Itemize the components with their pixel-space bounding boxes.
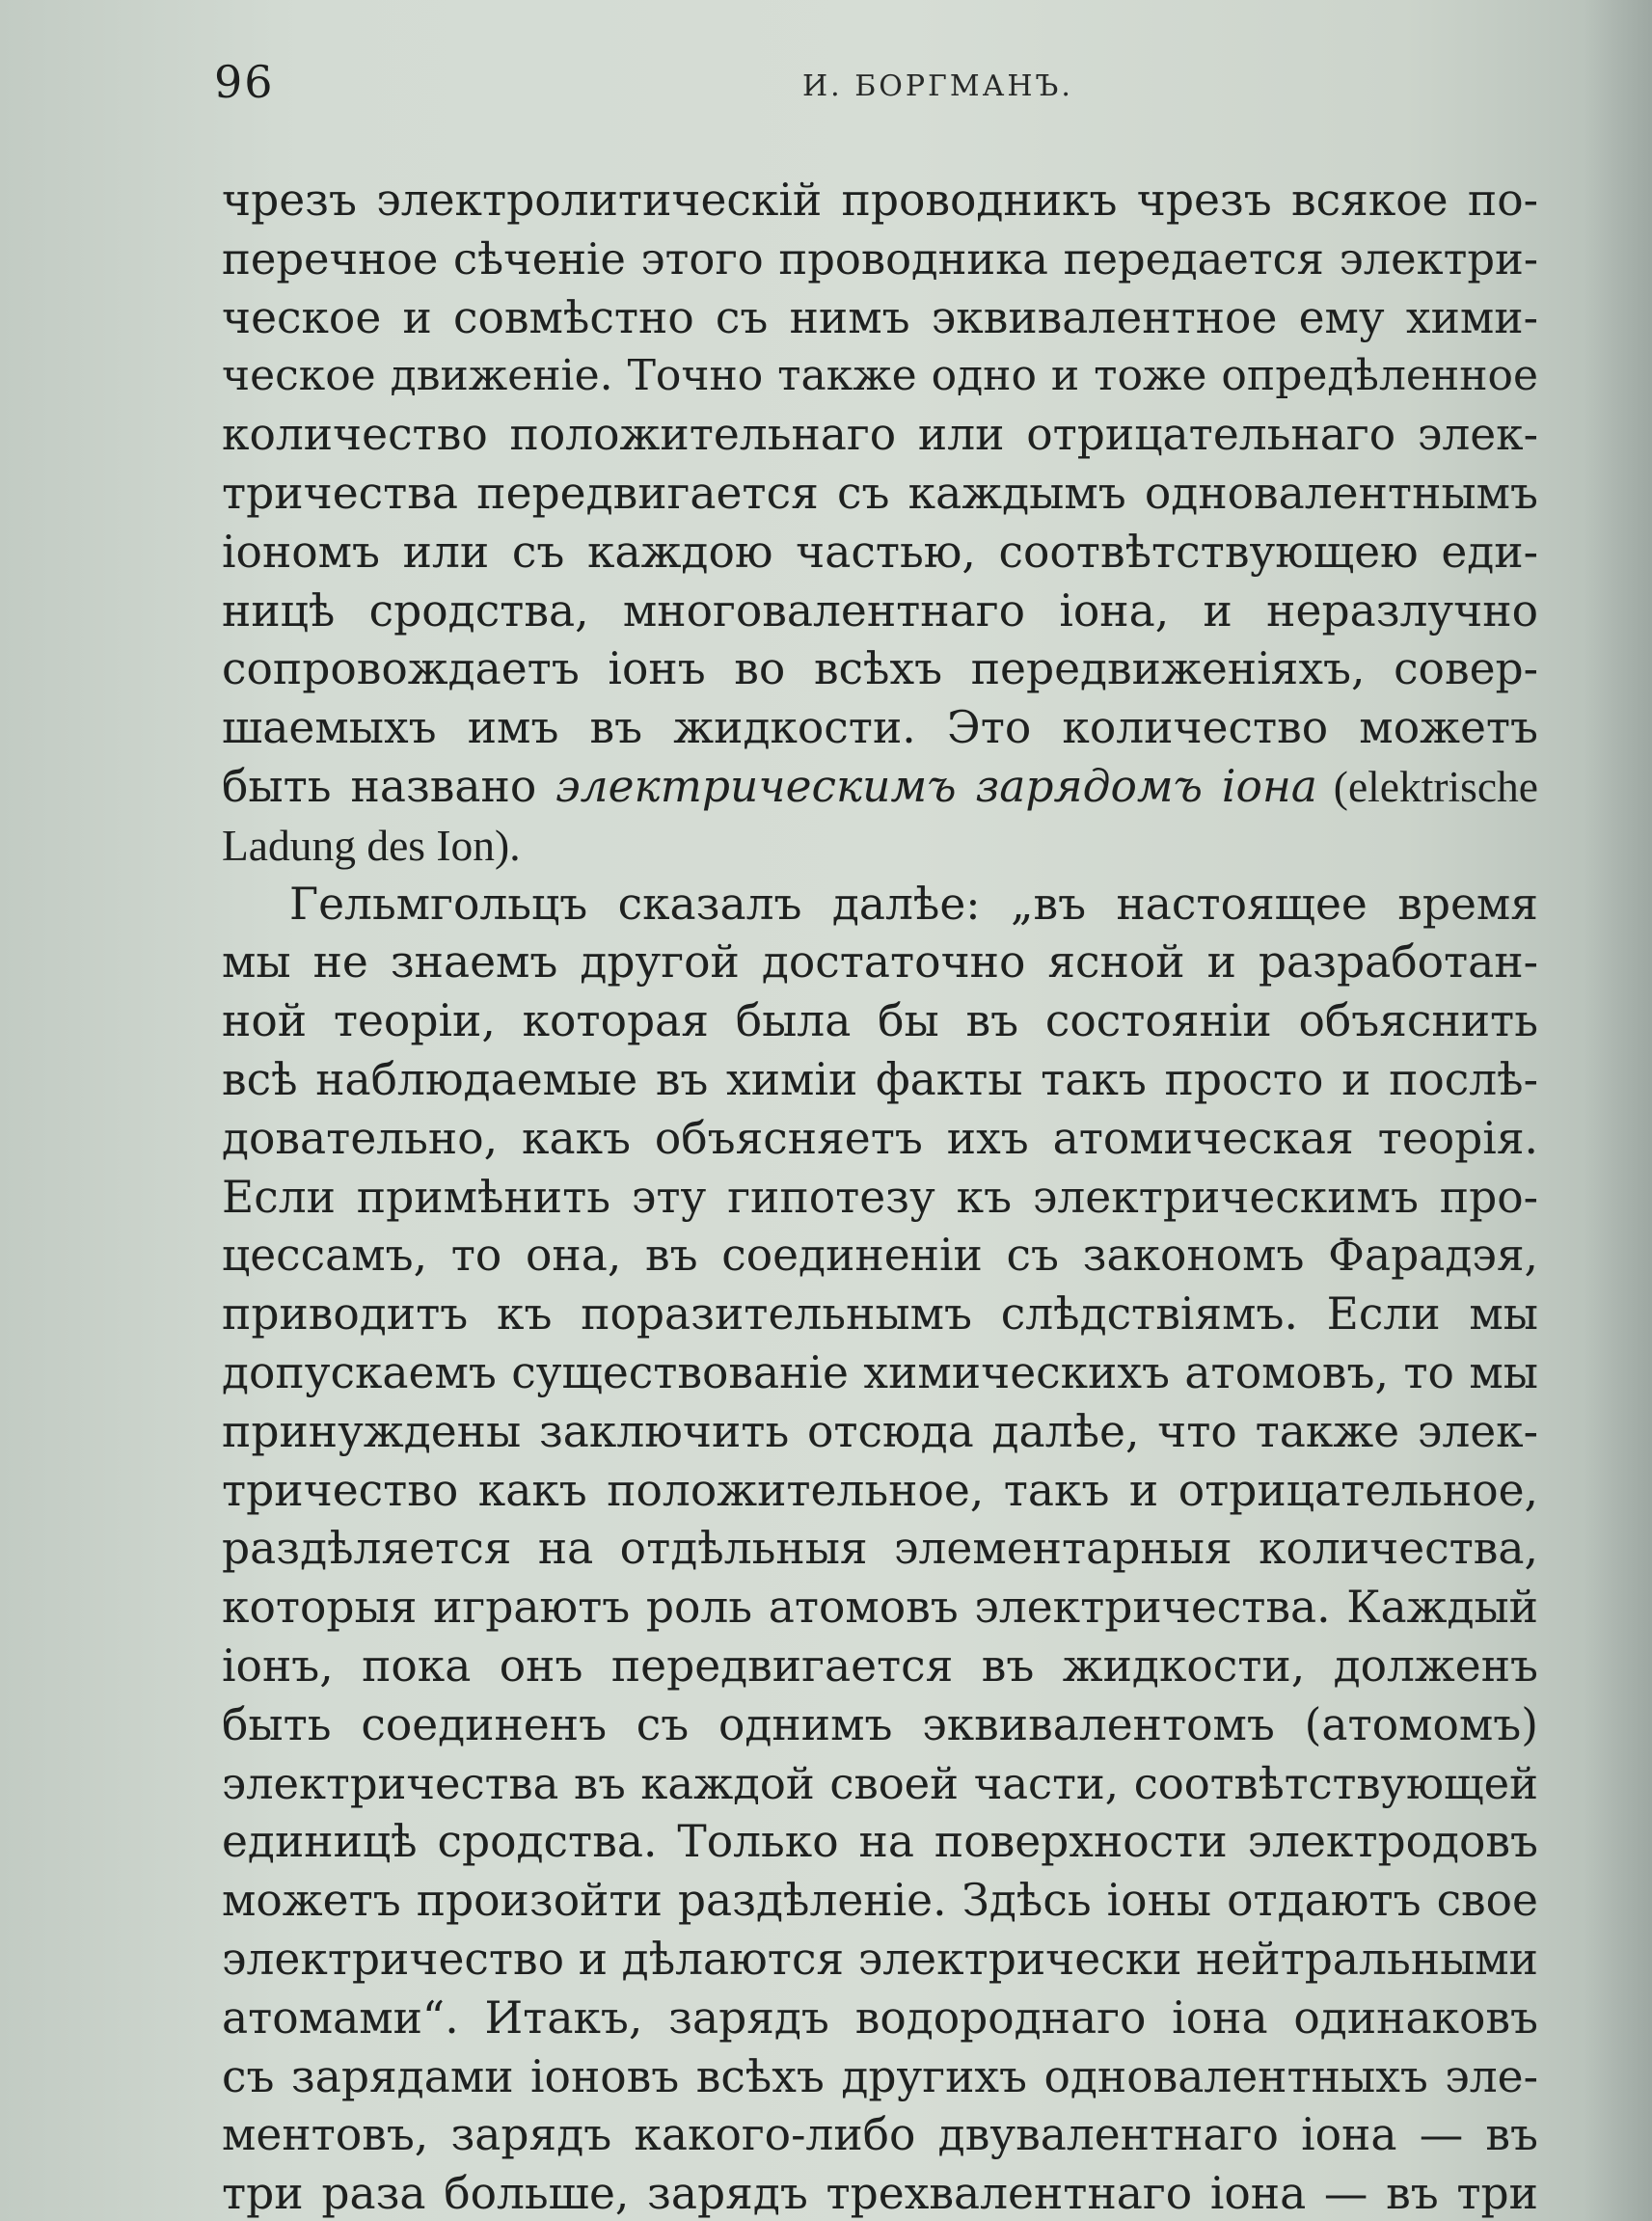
text-line: приводитъ къ поразительнымъ слѣдствіямъ. Если мы <box>222 1288 1538 1341</box>
text-line: іономъ или съ каждою частью, соотвѣтствующею еди- <box>222 526 1538 578</box>
text-line: всѣ наблюдаемые въ химіи факты такъ просто и послѣ- <box>222 1053 1538 1105</box>
text-line: которыя играютъ роль атомовъ электричества. Каждый <box>222 1582 1538 1634</box>
text-line: тричества передвигается съ каждымъ одновалентнымъ <box>222 467 1538 519</box>
text-line: ной теоріи, которая была бы въ состояніи объяснить <box>222 995 1538 1047</box>
text-line: электричество и дѣлаются электрически нейтральными <box>222 1933 1538 1985</box>
text-line: шаемыхъ имъ въ жидкости. Это количество можетъ <box>222 702 1538 754</box>
text-line: атомами“. Итакъ, зарядъ водороднаго іона одинаковъ <box>222 1991 1538 2044</box>
text-line: ментовъ, зарядъ какого-либо двувалентнаго іона — въ <box>222 2109 1538 2161</box>
text-line: мы не знаемъ другой достаточно ясной и разработан- <box>222 936 1538 989</box>
text-line: раздѣляется на отдѣльныя элементарныя количества, <box>222 1523 1538 1575</box>
text-line: количество положительнаго или отрицательнаго элек- <box>222 409 1538 461</box>
text-line: цессамъ, то она, въ соединеніи съ закономъ Фарадэя, <box>222 1230 1538 1282</box>
text-line: электричества въ каждой своей части, соотвѣтствующей <box>222 1757 1538 1809</box>
paragraph-2 <box>222 876 1538 2221</box>
text-line: съ зарядами іоновъ всѣхъ другихъ одновалентныхъ эле- <box>222 2050 1538 2102</box>
text-line: ческое движеніе. Точно также одно и тоже опредѣленное <box>222 351 1538 401</box>
text-line: перечное сѣченіе этого проводника передается электри- <box>222 232 1538 284</box>
text-line: ницѣ сродства, многовалентнаго іона, и неразлучно <box>222 584 1538 637</box>
running-head: И. БОРГМАНЪ. <box>802 69 1073 103</box>
page-number: 96 <box>214 56 275 108</box>
text-line: довательно, какъ объясняетъ ихъ атомическая теорія. <box>222 1112 1538 1164</box>
text-line: чрезъ электролитическій проводникъ чрезъ всякое по- <box>222 175 1538 226</box>
line-before-term: быть названо <box>222 760 556 812</box>
text-line-with-term <box>222 758 1538 817</box>
text-line: можетъ произойти раздѣленіе. Здѣсь іоны отдаютъ свое <box>222 1875 1538 1927</box>
text-line: іонъ, пока онъ передвигается въ жидкости, долженъ <box>222 1639 1538 1692</box>
text-line: сопровождаетъ іонъ во всѣхъ передвиженіяхъ, совер- <box>222 643 1538 695</box>
text-line: ческое и совмѣстно съ нимъ эквивалентное ему хими- <box>222 291 1538 343</box>
paragraph-1 <box>222 172 1538 876</box>
text-line: три раза больше, зарядъ трехвалентнаго іона — въ три <box>222 2168 1538 2220</box>
text-line: единицѣ сродства. Только на поверхности электродовъ <box>222 1816 1538 1868</box>
body-text <box>222 172 1538 2221</box>
italic-term: электрическимъ зарядомъ іона <box>555 760 1317 812</box>
text-line: допускаемъ существованіе химическихъ атомовъ, то мы <box>222 1346 1538 1398</box>
text-line: тричество какъ положительное, такъ и отрицательное, <box>222 1464 1538 1516</box>
text-line: быть соединенъ съ однимъ эквивалентомъ (атомомъ) <box>222 1698 1538 1750</box>
text-line: Ladung des Ion). <box>222 820 521 870</box>
text-line: Гельмгольцъ сказалъ далѣе: „въ настоящее время <box>289 878 1538 930</box>
page-header <box>214 56 1535 114</box>
text-line: принуждены заключить отсюда далѣе, что также элек- <box>222 1405 1538 1457</box>
line-after-term: (elektrische <box>1316 761 1539 811</box>
text-line: Если примѣнить эту гипотезу къ электрическимъ про- <box>222 1171 1538 1223</box>
